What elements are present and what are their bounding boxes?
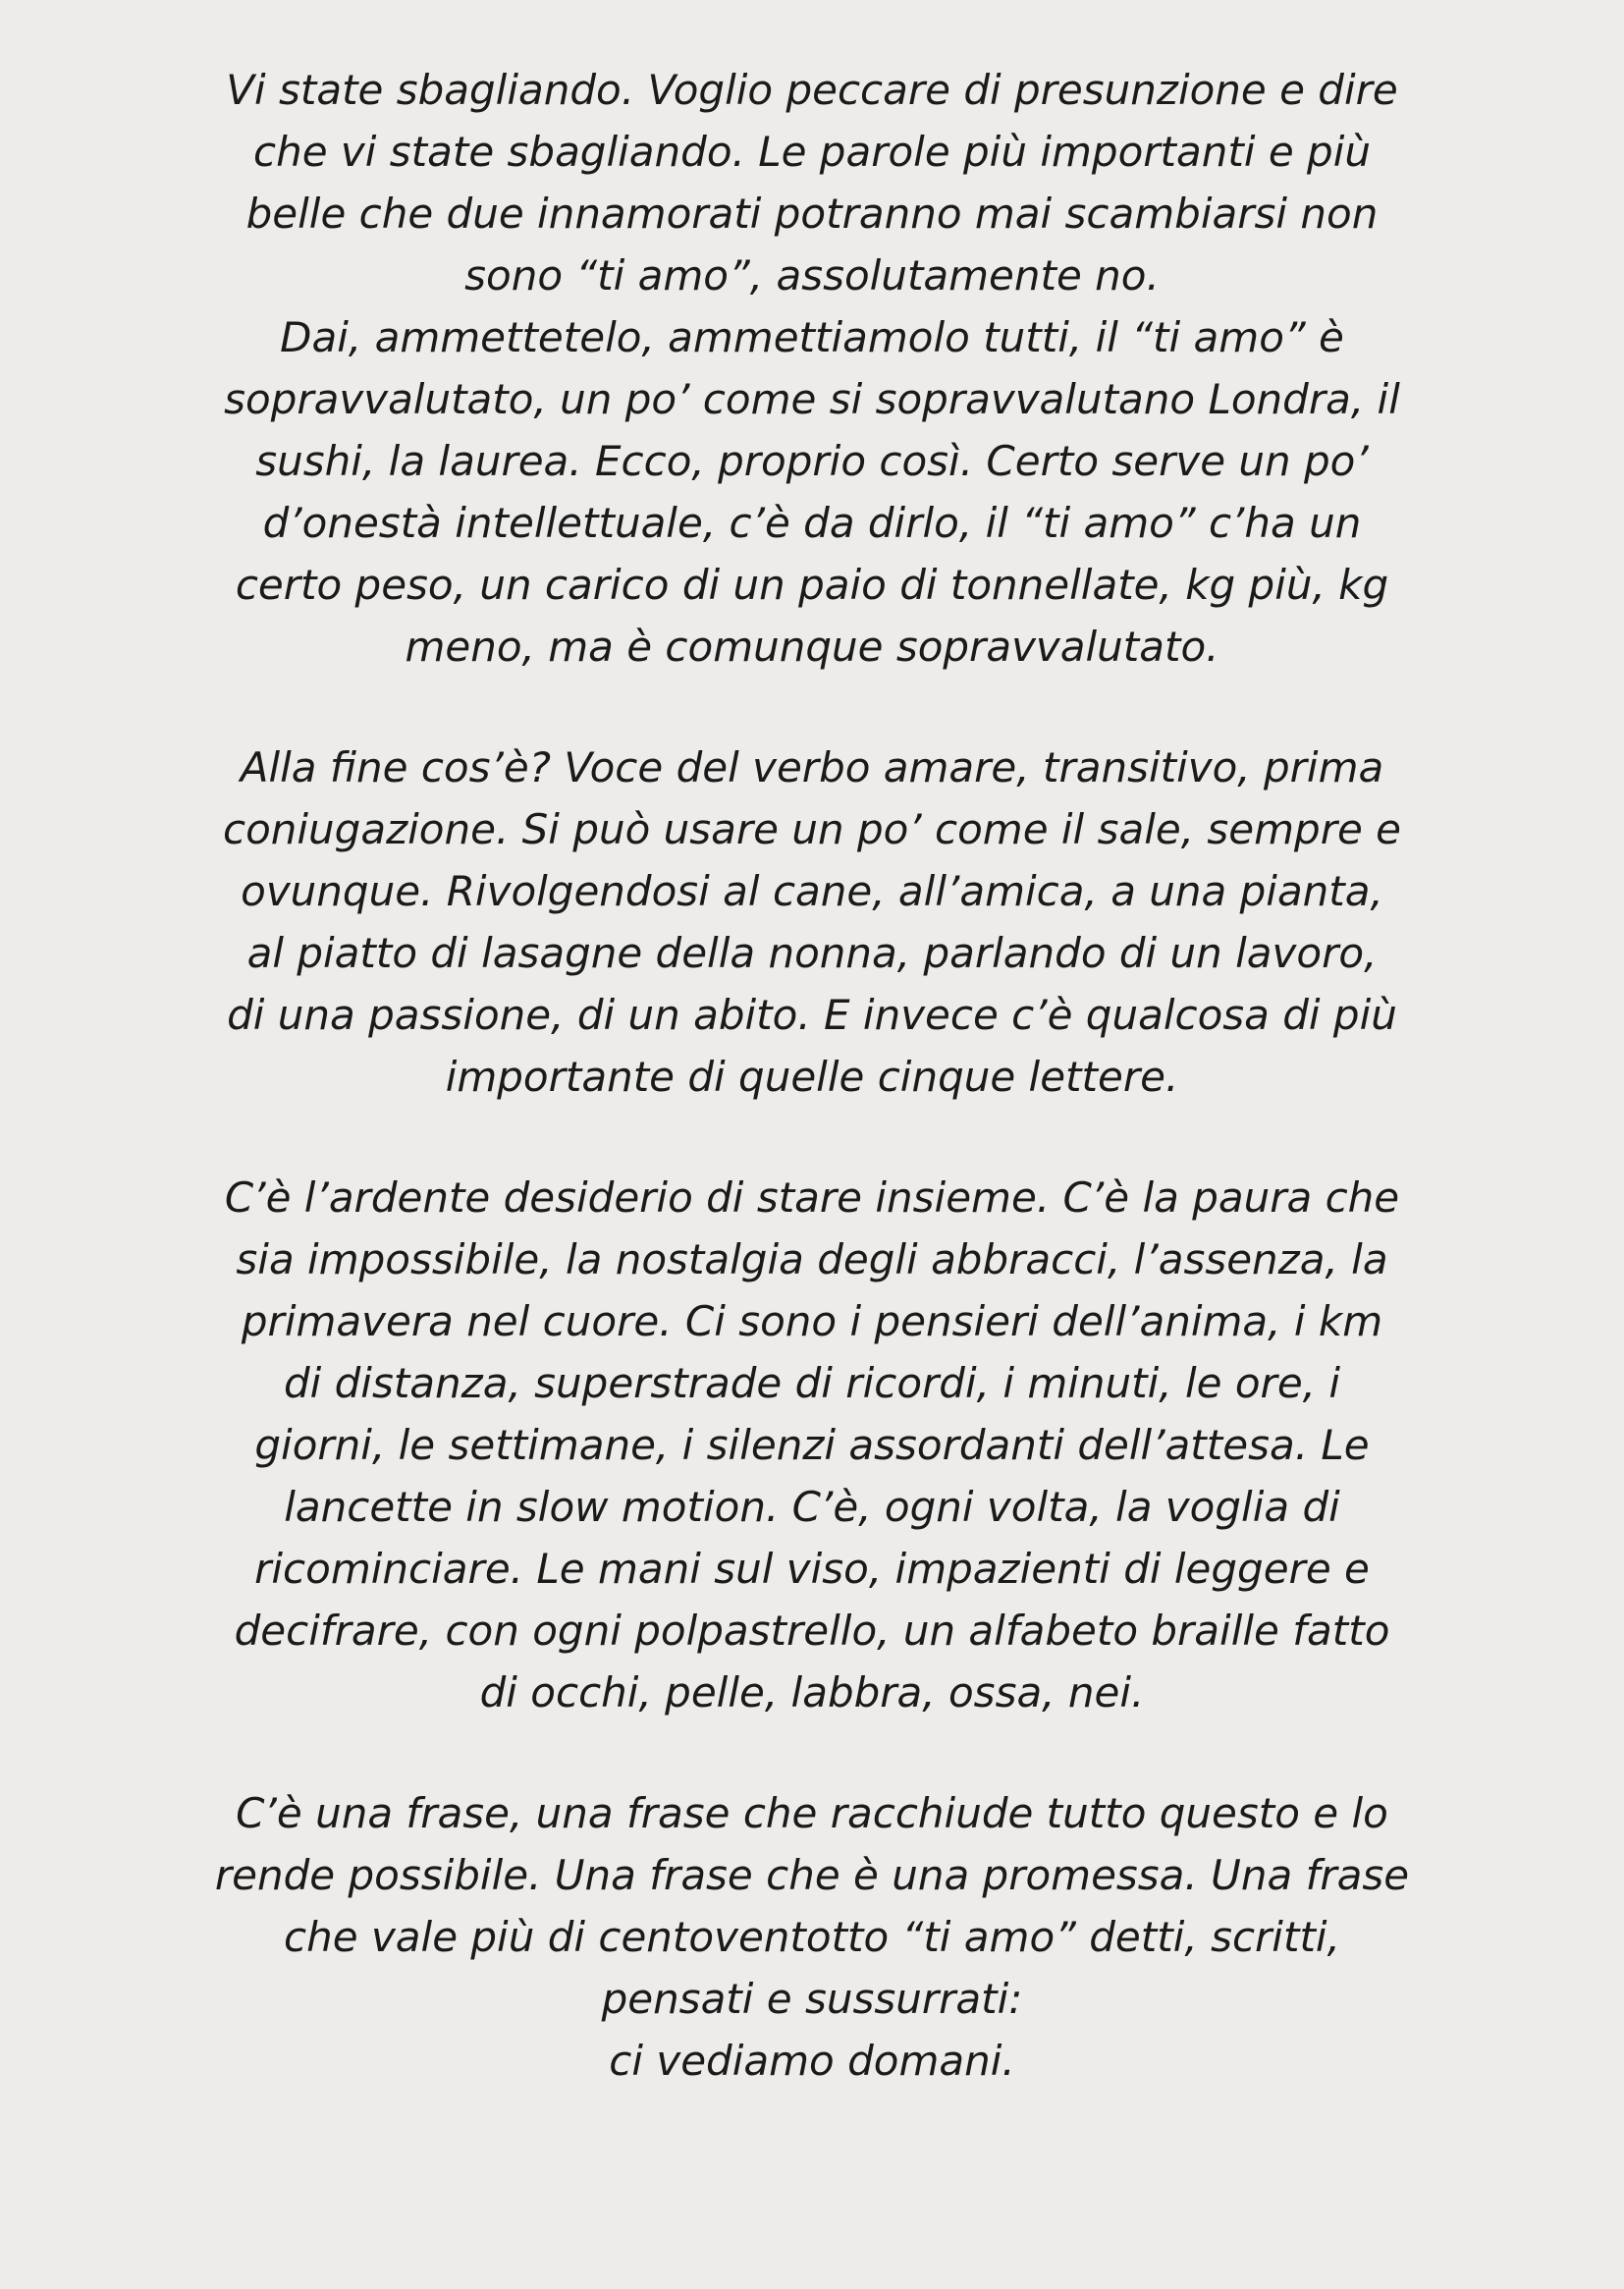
text-line: sono “ti amo”, assolutamente no. <box>464 251 1160 300</box>
text-line: coniugazione. Si può usare un po’ come il sale, sempre e <box>222 805 1401 853</box>
text-line: rende possibile. Una frase che è una promessa. Una frase <box>214 1851 1410 1899</box>
text-line: di occhi, pelle, labbra, ossa, nei. <box>479 1668 1145 1717</box>
text-line: sushi, la laurea. Ecco, proprio così. Certo serve un po’ <box>255 437 1369 485</box>
text-line: che vi state sbagliando. Le parole più importanti e più <box>253 128 1371 176</box>
text-line: ovunque. Rivolgendosi al cane, all’amica, a una pianta, <box>241 867 1383 915</box>
text-line: ricominciare. Le mani sul viso, impazienti di leggere e <box>254 1545 1370 1593</box>
text-line: di una passione, di un abito. E invece c’è qualcosa di più <box>227 991 1397 1039</box>
text-line: di distanza, superstrade di ricordi, i minuti, le ore, i <box>283 1359 1341 1407</box>
text-line: primavera nel cuore. Ci sono i pensieri dell’anima, i km <box>241 1297 1383 1345</box>
text-line: Alla fine cos’è? Voce del verbo amare, transitivo, prima <box>240 743 1384 791</box>
text-line: C’è una frase, una frase che racchiude tutto questo e lo <box>236 1789 1388 1837</box>
paragraph <box>76 1167 1548 1723</box>
text-line: pensati e sussurrati: <box>601 1975 1023 2023</box>
text-line: d’onestà intellettuale, c’è da dirlo, il “ti amo” c’ha un <box>262 499 1362 547</box>
text-line: Vi state sbagliando. Voglio peccare di presunzione e dire <box>226 66 1398 114</box>
paragraph <box>76 1782 1548 2092</box>
text-line: Dai, ammettetelo, ammettiamolo tutti, il “ti amo” è <box>280 313 1344 361</box>
text-line: ci vediamo domani. <box>609 2037 1015 2085</box>
paragraph <box>76 59 1548 678</box>
text-line: al piatto di lasagne della nonna, parlando di un lavoro, <box>246 929 1378 977</box>
text-line: lancette in slow motion. C’è, ogni volta, la voglia di <box>284 1483 1340 1531</box>
text-line: meno, ma è comunque sopravvalutato. <box>405 623 1219 671</box>
text-line: C’è l’ardente desiderio di stare insieme. C’è la paura che <box>224 1173 1400 1222</box>
text-line: sia impossibile, la nostalgia degli abbracci, l’assenza, la <box>236 1235 1388 1283</box>
paragraph <box>76 736 1548 1108</box>
text-line: decifrare, con ogni polpastrello, un alfabeto braille fatto <box>234 1607 1390 1655</box>
text-line: sopravvalutato, un po’ come si sopravvalutano Londra, il <box>224 375 1400 423</box>
text-line: che vale più di centoventotto “ti amo” detti, scritti, <box>284 1913 1340 1961</box>
text-content <box>76 59 1548 2092</box>
text-line: belle che due innamorati potranno mai scambiarsi non <box>245 190 1379 238</box>
text-line: giorni, le settimane, i silenzi assordanti dell’attesa. Le <box>254 1421 1370 1469</box>
text-line: importante di quelle cinque lettere. <box>445 1053 1179 1101</box>
text-line: certo peso, un carico di un paio di tonnellate, kg più, kg <box>235 561 1389 609</box>
